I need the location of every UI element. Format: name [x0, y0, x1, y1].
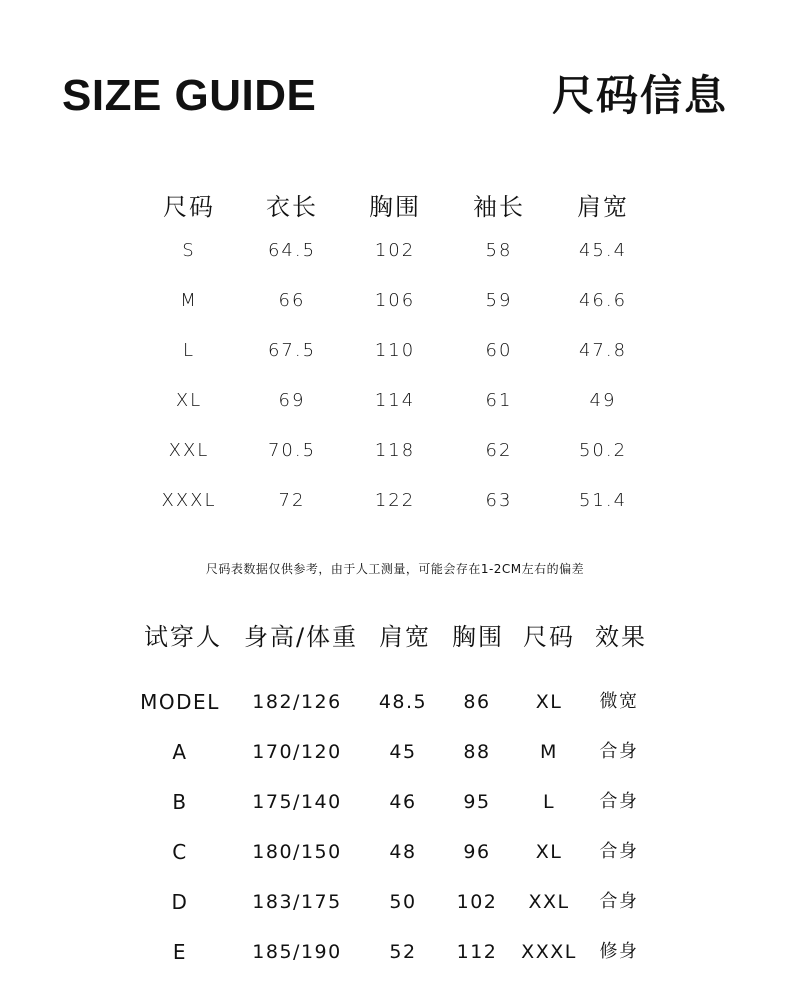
wearer-cell: A — [172, 740, 188, 764]
shoulder-cell: 51.4 — [578, 490, 628, 511]
table-row — [0, 483, 790, 519]
height-weight-cell: 182/126 — [252, 691, 342, 713]
table-row — [0, 784, 790, 820]
effect-cell: 微宽 — [599, 691, 639, 712]
table-row — [0, 433, 790, 469]
table-row — [0, 834, 790, 870]
chest-cell: 112 — [456, 941, 498, 963]
chest-col-header: 胸围 — [369, 193, 421, 221]
shoulder-cell: 45.4 — [578, 240, 628, 261]
shoulder-col-header: 肩宽 — [379, 623, 431, 651]
shoulder-cell: 48 — [389, 841, 417, 863]
table-row — [0, 734, 790, 770]
size-cell: L — [542, 791, 556, 813]
chest-cell: 96 — [463, 841, 491, 863]
size-cell: XXXL — [521, 941, 577, 963]
chest-cell: 110 — [374, 340, 416, 361]
size-cell: M — [180, 290, 198, 311]
shoulder-cell: 52 — [389, 941, 417, 963]
table-row — [0, 233, 790, 269]
size-table-header — [0, 189, 790, 225]
table-row — [0, 684, 790, 720]
sleeve-cell: 59 — [485, 290, 513, 311]
chest-cell: 88 — [463, 741, 491, 763]
sleeve-cell: 58 — [485, 240, 513, 261]
table-row — [0, 283, 790, 319]
table-row — [0, 884, 790, 920]
table-row — [0, 934, 790, 970]
effect-cell: 合身 — [599, 791, 639, 812]
shoulder-cell: 48.5 — [378, 691, 428, 713]
length-cell: 64.5 — [267, 240, 317, 261]
height-weight-col-header: 身高/体重 — [243, 623, 359, 651]
sleeve-col-header: 袖长 — [473, 193, 525, 221]
size-cell: XL — [535, 691, 563, 713]
height-weight-cell: 175/140 — [252, 791, 342, 813]
effect-cell: 修身 — [599, 941, 639, 962]
chest-cell: 102 — [456, 891, 498, 913]
size-col-header: 尺码 — [523, 623, 575, 651]
effect-cell: 合身 — [599, 741, 639, 762]
chest-cell: 106 — [374, 290, 416, 311]
table-row — [0, 383, 790, 419]
wearer-cell: C — [172, 840, 188, 864]
shoulder-cell: 50 — [389, 891, 417, 913]
size-cell: XXL — [528, 891, 570, 913]
chest-cell: 86 — [463, 691, 491, 713]
size-cell: M — [540, 741, 558, 763]
size-cell: L — [182, 340, 196, 361]
length-cell: 72 — [278, 490, 306, 511]
length-cell: 69 — [278, 390, 306, 411]
sleeve-cell: 60 — [485, 340, 513, 361]
effect-cell: 合身 — [599, 841, 639, 862]
fit-table-header — [0, 619, 790, 655]
page-title-en: SIZE GUIDE — [62, 71, 317, 120]
shoulder-cell: 49 — [589, 390, 617, 411]
sleeve-cell: 63 — [485, 490, 513, 511]
height-weight-cell: 183/175 — [252, 891, 342, 913]
wearer-cell: MODEL — [140, 690, 220, 714]
chest-cell: 118 — [374, 440, 416, 461]
length-cell: 67.5 — [267, 340, 317, 361]
shoulder-cell: 46.6 — [578, 290, 628, 311]
height-weight-cell: 185/190 — [252, 941, 342, 963]
wearer-cell: D — [171, 890, 189, 914]
size-cell: XL — [175, 390, 203, 411]
shoulder-cell: 47.8 — [578, 340, 628, 361]
page-title-cn: 尺码信息 — [551, 71, 728, 120]
size-cell: S — [182, 240, 196, 261]
chest-cell: 102 — [374, 240, 416, 261]
sleeve-cell: 62 — [485, 440, 513, 461]
effect-col-header: 效果 — [595, 623, 647, 651]
chest-cell: 114 — [374, 390, 416, 411]
size-cell: XXL — [168, 440, 210, 461]
length-col-header: 衣长 — [266, 193, 318, 221]
height-weight-cell: 170/120 — [252, 741, 342, 763]
wearer-col-header: 试穿人 — [144, 623, 222, 651]
wearer-cell: E — [172, 940, 188, 964]
length-cell: 70.5 — [267, 440, 317, 461]
effect-cell: 合身 — [599, 891, 639, 912]
shoulder-col-header: 肩宽 — [577, 193, 629, 221]
chest-cell: 122 — [374, 490, 416, 511]
height-weight-cell: 180/150 — [252, 841, 342, 863]
sleeve-cell: 61 — [485, 390, 513, 411]
shoulder-cell: 46 — [389, 791, 417, 813]
size-cell: XL — [535, 841, 563, 863]
chest-cell: 95 — [463, 791, 491, 813]
chest-col-header: 胸围 — [452, 623, 504, 651]
shoulder-cell: 50.2 — [578, 440, 628, 461]
shoulder-cell: 45 — [389, 741, 417, 763]
wearer-cell: B — [172, 790, 188, 814]
size-col-header: 尺码 — [163, 193, 215, 221]
table-row — [0, 333, 790, 369]
length-cell: 66 — [278, 290, 306, 311]
size-cell: XXXL — [161, 490, 217, 511]
measurement-note: 尺码表数据仅供参考，由于人工测量，可能会存在1-2CM左右的偏差 — [205, 562, 585, 576]
